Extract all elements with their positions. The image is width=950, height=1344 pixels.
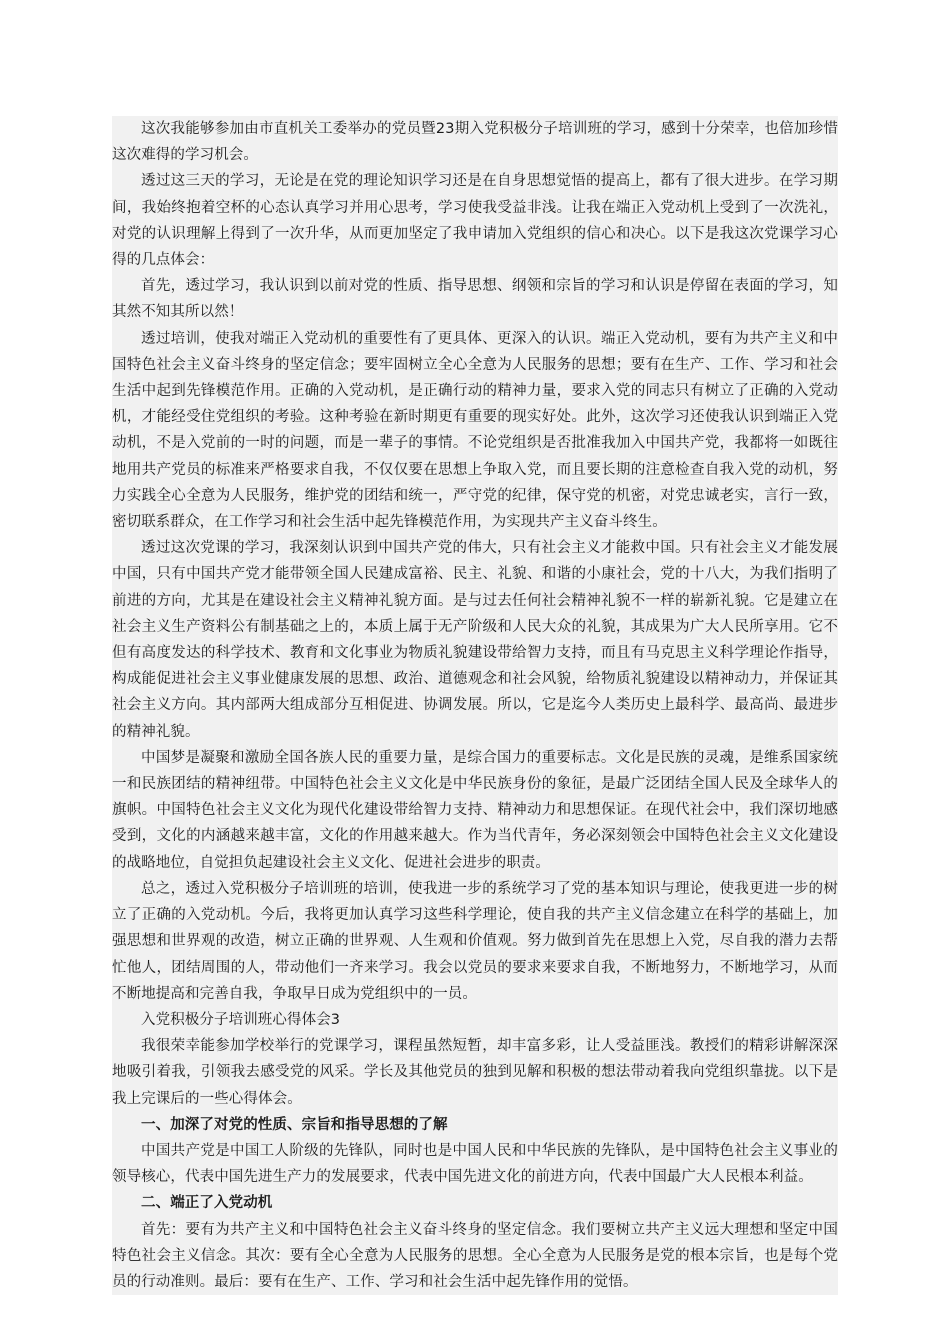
paragraph-first: 首先，透过学习，我认识到以前对党的性质、指导思想、纲领和宗旨的学习和认识是停留在表面的学习，知其然不知其所以然！ bbox=[112, 273, 838, 325]
paragraph-conclusion: 总之，透过入党积极分子培训班的培训，使我进一步的系统学习了党的基本知识与理论，使我更进一步的树立了正确的入党动机。今后，我将更加认真学习这些科学理论，使自我的共产主义信念建立在科学的基础上，加强思想和世界观的改造，树立正确的世界观、人生观和价值观。努力做到首先在思想上入党，尽自我的潜力去帮忙他人，团结周围的人，带动他们一齐来学习。我会以党员的要求来要求自我，不断地努力，不断地学习，从而不断地提高和完善自我，争取早日成为党组织中的一员。 bbox=[112, 876, 838, 1007]
paragraph-beliefs: 首先：要有为共产主义和中国特色社会主义奋斗终身的坚定信念。我们要树立共产主义远大理想和坚定中国特色社会主义信念。其次：要有全心全意为人民服务的思想。全心全意为人民服务是党的根本宗旨，也是每个党员的行动准则。最后：要有在生产、工作、学习和社会生活中起先锋作用的觉悟。 bbox=[112, 1217, 838, 1296]
paragraph-motivation: 透过培训，使我对端正入党动机的重要性有了更具体、更深入的认识。端正入党动机，要有为共产主义和中国特色社会主义奋斗终身的坚定信念；要牢固树立全心全意为人民服务的思想；要有在生产、工作、学习和社会生活中起到先锋模范作用。正确的入党动机，是正确行动的精神力量，要求入党的同志只有树立了正确的入党动机，才能经受住党组织的考验。这种考验在新时期更有重要的现实好处。此外，这次学习还使我认识到端正入党动机，不是入党前的一时的问题，而是一辈子的事情。不论党组织是否批准我加入中国共产党，我都将一如既往地用共产党员的标准来严格要求自我，不仅仅要在思想上争取入党，而且要长期的注意检查自我入党的动机，努力实践全心全意为人民服务，维护党的团结和统一，严守党的纪律，保守党的机密，对党忠诚老实，言行一致，密切联系群众，在工作学习和社会生活中起先锋模范作用，为实现共产主义奋斗终生。 bbox=[112, 326, 838, 536]
paragraph-chinese-dream: 中国梦是凝聚和激励全国各族人民的重要力量，是综合国力的重要标志。文化是民族的灵魂，是维系国家统一和民族团结的精神纽带。中国特色社会主义文化是中华民族身份的象征，是最广泛团结全国人民及全球华人的旗帜。中国特色社会主义文化为现代化建设带给智力支持、精神动力和思想保证。在现代社会中，我们深切地感受到，文化的内涵越来越丰富，文化的作用越来越大。作为当代青年，务必深刻领会中国特色社会主义文化建设的战略地位，自觉担负起建设社会主义文化、促进社会进步的职责。 bbox=[112, 745, 838, 876]
heading-one: 一、加深了对党的性质、宗旨和指导思想的了解 bbox=[112, 1112, 838, 1138]
paragraph-party-greatness: 透过这次党课的学习，我深刻认识到中国共产党的伟大，只有社会主义才能救中国。只有社会主义才能发展中国，只有中国共产党才能带领全国人民建成富裕、民主、礼貌、和谐的小康社会，党的十八大，为我们指明了前进的方向，尤其是在建设社会主义精神礼貌方面。是与过去任何社会精神礼貌不一样的崭新礼貌。它是建立在社会主义生产资料公有制基础之上的，本质上属于无产阶级和人民大众的礼貌，其成果为广大人民所享用。它不但有高度发达的科学技术、教育和文化事业为物质礼貌建设带给智力支持，而且有马克思主义科学理论作指导，构成能促进社会主义事业健康发展的思想、政治、道德观念和社会风貌，给物质礼貌建设以精神动力，并保证其社会主义方向。其内部两大组成部分互相促进、协调发展。所以，它是迄今人类历史上最科学、最高尚、最进步的精神礼貌。 bbox=[112, 535, 838, 745]
document-body bbox=[112, 116, 838, 1295]
paragraph-honored: 我很荣幸能参加学校举行的党课学习，课程虽然短暂，却丰富多彩，让人受益匪浅。教授们的精彩讲解深深地吸引着我，引领我去感受党的风采。学长及其他党员的独到见解和积极的想法带动着我向党组织靠拢。以下是我上完课后的一些心得体会。 bbox=[112, 1033, 838, 1112]
paragraph-three-days: 透过这三天的学习，无论是在党的理论知识学习还是在自身思想觉悟的提高上，都有了很大进步。在学习期间，我始终抱着空杯的心态认真学习并用心思考，学习使我受益非浅。让我在端正入党动机上受到了一次洗礼，对党的认识理解上得到了一次升华，从而更加坚定了我申请加入党组织的信心和决心。以下是我这次党课学习心得的几点体会： bbox=[112, 168, 838, 273]
section-title: 入党积极分子培训班心得体会3 bbox=[112, 1007, 838, 1033]
heading-two: 二、端正了入党动机 bbox=[112, 1190, 838, 1216]
paragraph-party-nature: 中国共产党是中国工人阶级的先锋队，同时也是中国人民和中华民族的先锋队，是中国特色社会主义事业的领导核心，代表中国先进生产力的发展要求，代表中国先进文化的前进方向，代表中国最广大人民根本利益。 bbox=[112, 1138, 838, 1190]
paragraph-intro: 这次我能够参加由市直机关工委举办的党员暨23期入党积极分子培训班的学习，感到十分荣幸，也倍加珍惜这次难得的学习机会。 bbox=[112, 116, 838, 168]
